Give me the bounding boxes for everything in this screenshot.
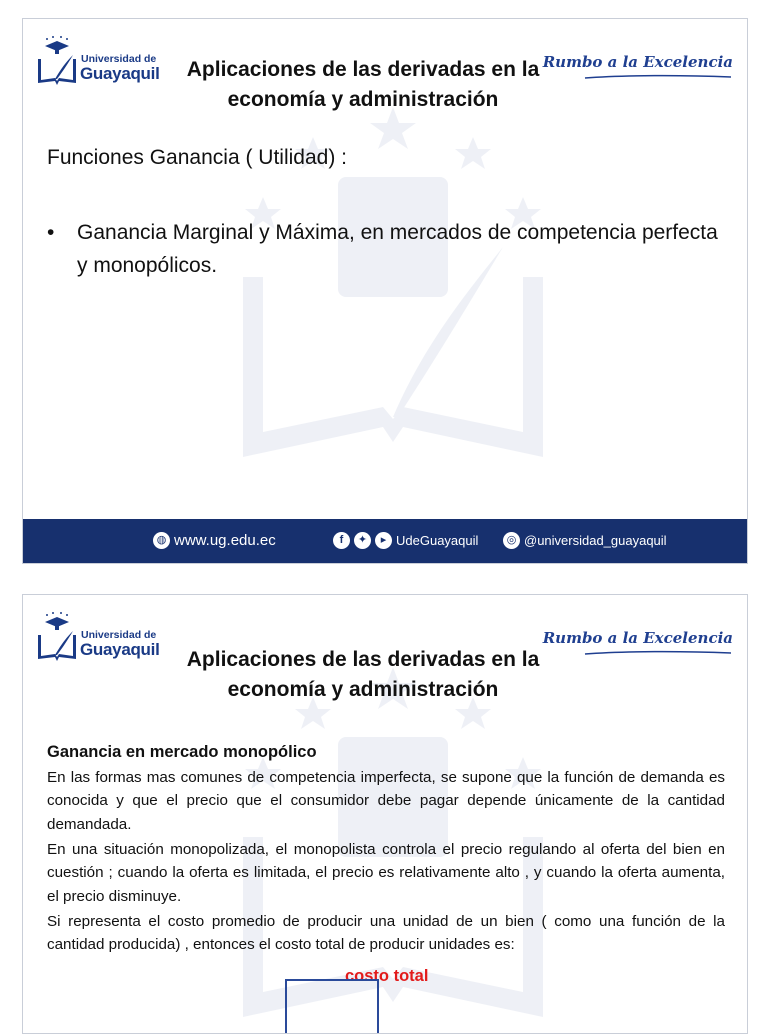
slide-1 (22, 18, 748, 564)
slide-title-line1: Aplicaciones de las derivadas en la (186, 648, 540, 671)
university-logo (35, 35, 175, 95)
slide-title-line1: Aplicaciones de las derivadas en la (186, 58, 540, 81)
youtube-icon[interactable]: ▸ (375, 532, 392, 549)
slide-2 (22, 594, 748, 1034)
university-logo (35, 611, 175, 671)
university-name-line1: Universidad de (81, 629, 157, 641)
bullet-text: Ganancia Marginal y Máxima, en mercados de competencia perfecta y monopólicos. (77, 221, 718, 277)
slide-body (47, 741, 725, 958)
university-crest-icon (35, 35, 79, 87)
social-links[interactable] (333, 532, 478, 549)
university-name-line2: Guayaquil (80, 640, 160, 659)
slide-title (163, 645, 563, 705)
instagram-icon: ◎ (503, 532, 520, 549)
slogan-underline-icon (583, 650, 733, 656)
slogan: Rumbo a la Excelencia (542, 53, 733, 71)
slide-title-line2: economía y administración (227, 678, 499, 701)
website-link[interactable] (153, 532, 276, 549)
instagram-link[interactable] (503, 532, 667, 549)
section-subheading: Funciones Ganancia ( Utilidad) : (47, 146, 347, 169)
slide-title-line2: economía y administración (227, 88, 499, 111)
paragraph: En las formas mas comunes de competencia imperfecta, se supone que la función de demanda es conocida y que el precio que el consumidor debe pagar depende únicamente de la cantidad demandada. (47, 768, 725, 833)
slogan: Rumbo a la Excelencia (542, 629, 733, 647)
section-title: Ganancia en mercado monopólico (47, 743, 317, 761)
bullet-item (47, 216, 727, 282)
university-name-line1: Universidad de (81, 53, 157, 65)
university-name-line2: Guayaquil (80, 64, 160, 83)
slide-footer (23, 519, 747, 563)
paragraph: Si representa el costo promedio de producir una unidad de un bien ( como una función de la cantidad producida) , entonces el costo total de producir unidades es: (47, 912, 725, 953)
slide-title (163, 55, 563, 115)
formula-box (285, 979, 379, 1034)
formula-label: costo total (345, 967, 429, 985)
website-text: www.ug.edu.ec (174, 532, 276, 549)
slogan-underline-icon (583, 74, 733, 80)
paragraph: En una situación monopolizada, el monopolista controla el precio regulando al oferta del bien en cuestión ; cuando la oferta es limitada, el precio es relativamente alto , y cuando la oferta aumenta, el precio disminuye. (47, 840, 725, 905)
twitter-icon[interactable]: ✦ (354, 532, 371, 549)
university-crest-icon (35, 611, 79, 663)
bullet-marker: • (47, 221, 55, 244)
facebook-icon[interactable]: f (333, 532, 350, 549)
globe-icon: ◍ (153, 532, 170, 549)
social-handle: UdeGuayaquil (396, 533, 479, 548)
instagram-handle: @universidad_guayaquil (524, 533, 667, 548)
